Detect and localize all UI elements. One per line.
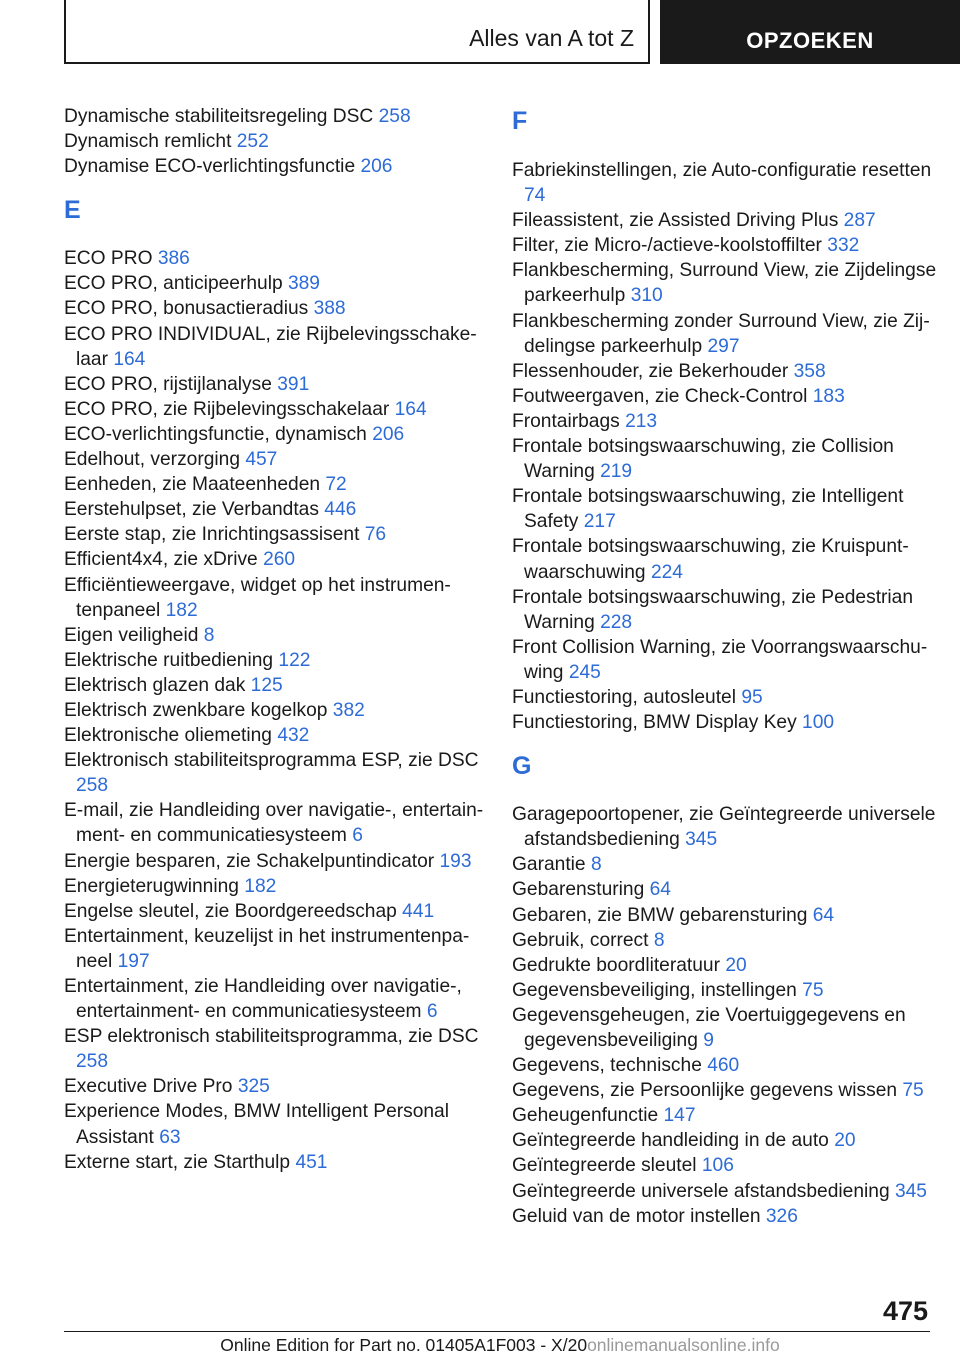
page-reference-link[interactable]: 183 (812, 385, 845, 407)
index-entry (64, 447, 494, 472)
entry-text: Executive Drive Pro (64, 1076, 233, 1098)
index-entry (64, 422, 494, 447)
entry-text: Dynamisch remlicht (64, 131, 232, 153)
index-entry (64, 322, 494, 372)
index-entry (512, 359, 942, 384)
page-reference-link[interactable]: 332 (827, 235, 860, 257)
page-reference-link[interactable]: 197 (117, 950, 150, 972)
entry-text: Functiestoring, BMW Display Key (512, 712, 797, 734)
page-reference-link[interactable]: 258 (76, 775, 109, 797)
index-entry (64, 874, 494, 899)
footer-edition-text: Online Edition for Part no. 01405A1F003 - X/20 (220, 1335, 588, 1355)
page-reference-link[interactable]: 8 (590, 854, 602, 876)
entry-text: Gegevens, zie Persoonlijke gegevens wissen (512, 1080, 898, 1102)
index-entry (64, 154, 494, 179)
entry-text: Eerstehulpset, zie Verbandtas (64, 499, 319, 521)
page-reference-link[interactable]: 182 (244, 875, 277, 897)
index-entry (512, 685, 942, 710)
page-reference-link[interactable]: 164 (113, 348, 146, 370)
index-entry (512, 434, 942, 484)
index-entry (64, 974, 494, 1024)
section-letter: F (512, 107, 528, 135)
page-reference-link[interactable]: 358 (793, 360, 826, 382)
index-entry (64, 924, 494, 974)
index-entry (512, 802, 942, 852)
index-entry (512, 534, 942, 584)
entry-text: Elektrisch zwenkbare kogelkop (64, 699, 328, 721)
index-entry (64, 497, 494, 522)
index-entry (512, 978, 942, 1003)
tab-label-active: OPZOEKEN (746, 28, 874, 53)
entry-text: Edelhout, verzorging (64, 449, 240, 471)
index-entry (64, 129, 494, 154)
index-entry (64, 104, 494, 129)
page-reference-link[interactable]: 260 (263, 549, 296, 571)
index-entry (64, 673, 494, 698)
index-entry (512, 953, 942, 978)
index-column-left (64, 104, 494, 1175)
page-reference-link[interactable]: 6 (352, 825, 363, 847)
page-reference-link[interactable]: 441 (402, 900, 435, 922)
page-reference-link[interactable]: 391 (277, 373, 310, 395)
tab-opzoeken[interactable] (660, 0, 960, 64)
page-reference-link[interactable]: 258 (76, 1051, 109, 1073)
entry-text: Gedrukte boordliteratuur (512, 954, 720, 976)
entry-text: Foutweergaven, zie Check-Control (512, 385, 808, 407)
index-entry (512, 208, 942, 233)
entry-text: Gebarensturing (512, 879, 645, 901)
page-reference-link[interactable]: 460 (707, 1055, 740, 1077)
entry-text: Elektrisch glazen dak (64, 674, 246, 696)
page-reference-link[interactable]: 64 (812, 904, 835, 926)
index-entry (64, 723, 494, 748)
entry-text: Flankbescherming zonder Surround View, zie Zijdelingse parkeerhulp (512, 310, 930, 357)
index-entry (512, 484, 942, 534)
page-reference-link[interactable]: 75 (902, 1080, 924, 1102)
entry-text: Energie besparen, zie Schakelpuntindicator (64, 850, 435, 872)
entry-text: Elektrische ruitbediening (64, 649, 274, 671)
page-reference-link[interactable]: 228 (600, 611, 633, 633)
page-reference-link[interactable]: 287 (843, 210, 876, 232)
entry-text: Efficient4x4, zie xDrive (64, 549, 258, 571)
entry-text: Elektronische oliemeting (64, 725, 272, 747)
index-entry (512, 1128, 942, 1153)
index-entry (64, 1024, 494, 1074)
tab-label: Alles van A tot Z (469, 25, 634, 51)
entry-text: Frontairbags (512, 410, 620, 432)
page-reference-link[interactable]: 245 (568, 661, 601, 683)
page-reference-link[interactable]: 95 (741, 686, 763, 708)
page-reference-link[interactable]: 76 (364, 524, 387, 546)
index-entry (64, 397, 494, 422)
page-reference-link[interactable]: 326 (765, 1205, 798, 1227)
page-reference-link[interactable]: 252 (236, 131, 269, 153)
entry-text: Eerste stap, zie Inrichtingsassisent (64, 524, 360, 546)
page-reference-link[interactable]: 100 (802, 712, 835, 734)
section-letter: E (64, 196, 81, 225)
page-reference-link[interactable]: 345 (894, 1180, 927, 1202)
page-reference-link[interactable]: 125 (250, 674, 283, 696)
index-entry (512, 585, 942, 635)
index-entry (64, 798, 494, 848)
page-reference-link[interactable]: 74 (524, 185, 546, 207)
index-entry (512, 409, 942, 434)
index-entry (512, 233, 942, 258)
entry-text: Geluid van de motor instellen (512, 1205, 761, 1227)
entry-text: ECO PRO (64, 248, 153, 270)
page-reference-link[interactable]: 457 (245, 449, 278, 471)
entry-text: Entertainment, zie Handleiding over navigatie-, entertainment- en communicatiesysteem (64, 976, 462, 1023)
page-reference-link[interactable]: 182 (165, 599, 198, 621)
index-column-right (512, 102, 942, 1229)
entry-text: Frontale botsingswaarschuwing, zie Intelligent Safety (512, 486, 904, 533)
index-entry (64, 573, 494, 623)
entry-text: ECO-verlichtingsfunctie, dynamisch (64, 423, 367, 445)
index-entry (512, 903, 942, 928)
index-entry (64, 372, 494, 397)
page-reference-link[interactable]: 388 (313, 298, 346, 320)
entry-text: ECO PRO, zie Rijbelevingsschakelaar (64, 398, 390, 420)
index-entry (64, 246, 494, 271)
entry-text: Gebaren, zie BMW gebarensturing (512, 904, 808, 926)
entry-text: E-mail, zie Handleiding over navigatie-, entertainment- en communicatiesysteem (64, 800, 484, 847)
page-reference-link[interactable]: 389 (287, 273, 320, 295)
page-reference-link[interactable]: 217 (583, 511, 616, 533)
entry-text: Garantie (512, 854, 586, 876)
page-reference-link[interactable]: 386 (157, 248, 190, 270)
page-reference-link[interactable]: 258 (378, 106, 411, 127)
entry-text: Externe start, zie Starthulp (64, 1151, 291, 1173)
page-reference-link[interactable]: 6 (426, 1001, 438, 1023)
page-reference-link[interactable]: 63 (159, 1126, 181, 1148)
page-reference-link[interactable]: 213 (625, 410, 658, 432)
page-reference-link[interactable]: 193 (439, 850, 472, 872)
entry-text: Garagepoortopener, zie Geïntegreerde universele afstandsbediening (512, 804, 936, 851)
entry-text: ECO PRO INDIVIDUAL, zie Rijbelevingsschakelaar (64, 323, 477, 370)
entry-text: Eigen veiligheid (64, 624, 199, 646)
index-entry (512, 1153, 942, 1178)
entry-text: Frontale botsingswaarschuwing, zie Pedestrian Warning (512, 586, 914, 633)
page-reference-link[interactable]: 72 (325, 474, 347, 496)
page-reference-link[interactable]: 297 (707, 335, 740, 357)
page-reference-link[interactable]: 75 (802, 979, 824, 1001)
index-entry (512, 309, 942, 359)
index-entry (512, 710, 942, 735)
entry-text: Dynamische stabiliteitsregeling DSC (64, 106, 374, 127)
entry-text: ESP elektronisch stabiliteitsprogramma, zie DSC (64, 1026, 479, 1048)
index-entry (64, 547, 494, 572)
page-reference-link[interactable]: 446 (324, 499, 357, 521)
page-reference-link[interactable]: 147 (663, 1105, 696, 1127)
index-entry (64, 472, 494, 497)
index-entry (64, 623, 494, 648)
entry-text: Frontale botsingswaarschuwing, zie Kruispuntwaarschuwing (512, 536, 909, 583)
entry-text: Geïntegreerde handleiding in de auto (512, 1130, 829, 1152)
page-reference-link[interactable]: 164 (394, 398, 427, 420)
index-entry (512, 1179, 942, 1204)
index-entry (64, 698, 494, 723)
index-entry (64, 271, 494, 296)
index-entry (64, 899, 494, 924)
page-reference-link[interactable]: 8 (203, 624, 215, 646)
index-entry (512, 1204, 942, 1229)
entry-text: ECO PRO, anticipeerhulp (64, 273, 283, 295)
index-entry (64, 748, 494, 798)
entry-text: Geïntegreerde sleutel (512, 1155, 697, 1177)
index-entry (64, 849, 494, 874)
index-entry (512, 877, 942, 902)
page-reference-link[interactable]: 20 (725, 954, 747, 976)
index-entry (64, 1150, 494, 1175)
index-entry (512, 928, 942, 953)
entry-text: Experience Modes, BMW Intelligent Personal Assistant (64, 1101, 449, 1148)
entry-text: Front Collision Warning, zie Voorrangswaarschuwing (512, 636, 928, 683)
index-entry (512, 384, 942, 409)
entry-text: Gebruik, correct (512, 929, 649, 951)
index-entry (512, 1053, 942, 1078)
page-reference-link[interactable]: 206 (372, 423, 405, 445)
page-reference-link[interactable]: 106 (701, 1155, 734, 1177)
page-reference-link[interactable]: 310 (630, 285, 663, 307)
page-reference-link[interactable]: 64 (649, 879, 671, 901)
page-reference-link[interactable]: 206 (360, 156, 393, 178)
index-entry (512, 158, 942, 208)
entry-text: Fileassistent, zie Assisted Driving Plus (512, 210, 839, 232)
entry-text: Gegevensbeveiliging, instellingen (512, 979, 797, 1001)
page-reference-link[interactable]: 325 (237, 1076, 270, 1098)
page-reference-link[interactable]: 382 (332, 699, 365, 721)
entry-text: Elektronisch stabiliteitsprogramma ESP, zie DSC (64, 750, 479, 772)
entry-text: Entertainment, keuzelijst in het instrumentenpaneel (64, 925, 470, 972)
entry-text: Functiestoring, autosleutel (512, 686, 736, 708)
index-entry (512, 1103, 942, 1128)
index-entry (64, 522, 494, 547)
page-number: 475 (882, 1296, 928, 1326)
entry-text: Fabriekinstellingen, zie Auto-configuratie resetten (512, 160, 932, 181)
footer-site-watermark: onlinemanualsonline.info (587, 1335, 780, 1355)
page-reference-link[interactable]: 122 (278, 649, 311, 671)
section-letter: G (512, 752, 532, 781)
entry-text: Filter, zie Micro-/actieve-koolstoffilter (512, 235, 822, 257)
page-reference-link[interactable]: 20 (834, 1130, 856, 1152)
entry-text: Flessenhouder, zie Bekerhouder (512, 360, 789, 382)
index-entry (512, 258, 942, 308)
entry-text: Energieterugwinning (64, 875, 239, 897)
index-entry (512, 1078, 942, 1103)
index-entry (512, 635, 942, 685)
entry-text: Eenheden, zie Maateenheden (64, 474, 321, 496)
index-entry (64, 1099, 494, 1149)
entry-text: Efficiëntieweergave, widget op het instrumentenpaneel (64, 574, 451, 621)
footer-divider (64, 1331, 930, 1332)
entry-text: Dynamise ECO-verlichtingsfunctie (64, 156, 356, 178)
entry-text: Frontale botsingswaarschuwing, zie Collision Warning (512, 436, 894, 483)
page-reference-link[interactable]: 451 (295, 1151, 328, 1173)
page-reference-link[interactable]: 219 (600, 461, 633, 483)
entry-text: Flankbescherming, Surround View, zie Zijdelingse parkeerhulp (512, 260, 937, 307)
index-entry (64, 1074, 494, 1099)
page-reference-link[interactable]: 432 (277, 725, 310, 747)
page-reference-link[interactable]: 9 (703, 1030, 714, 1051)
entry-text: Geheugenfunctie (512, 1105, 659, 1127)
entry-text: Gegevens, technische (512, 1055, 702, 1077)
footer (0, 1335, 960, 1356)
page-reference-link[interactable]: 224 (650, 561, 683, 583)
entry-text: ECO PRO, rijstijlanalyse (64, 373, 272, 395)
index-entry (64, 648, 494, 673)
index-entry (64, 296, 494, 321)
page-reference-link[interactable]: 8 (653, 929, 665, 951)
entry-text: Gegevensgeheugen, zie Voertuiggegevens en gegevensbeveiliging (512, 1004, 906, 1051)
page-reference-link[interactable]: 345 (685, 829, 718, 851)
entry-text: Engelse sleutel, zie Boordgereedschap (64, 900, 397, 922)
index-entry (512, 852, 942, 877)
index-entry (512, 1003, 942, 1053)
tab-alles-van-a-tot-z[interactable] (64, 0, 650, 64)
entry-text: ECO PRO, bonusactieradius (64, 298, 309, 320)
entry-text: Geïntegreerde universele afstandsbediening (512, 1180, 890, 1202)
